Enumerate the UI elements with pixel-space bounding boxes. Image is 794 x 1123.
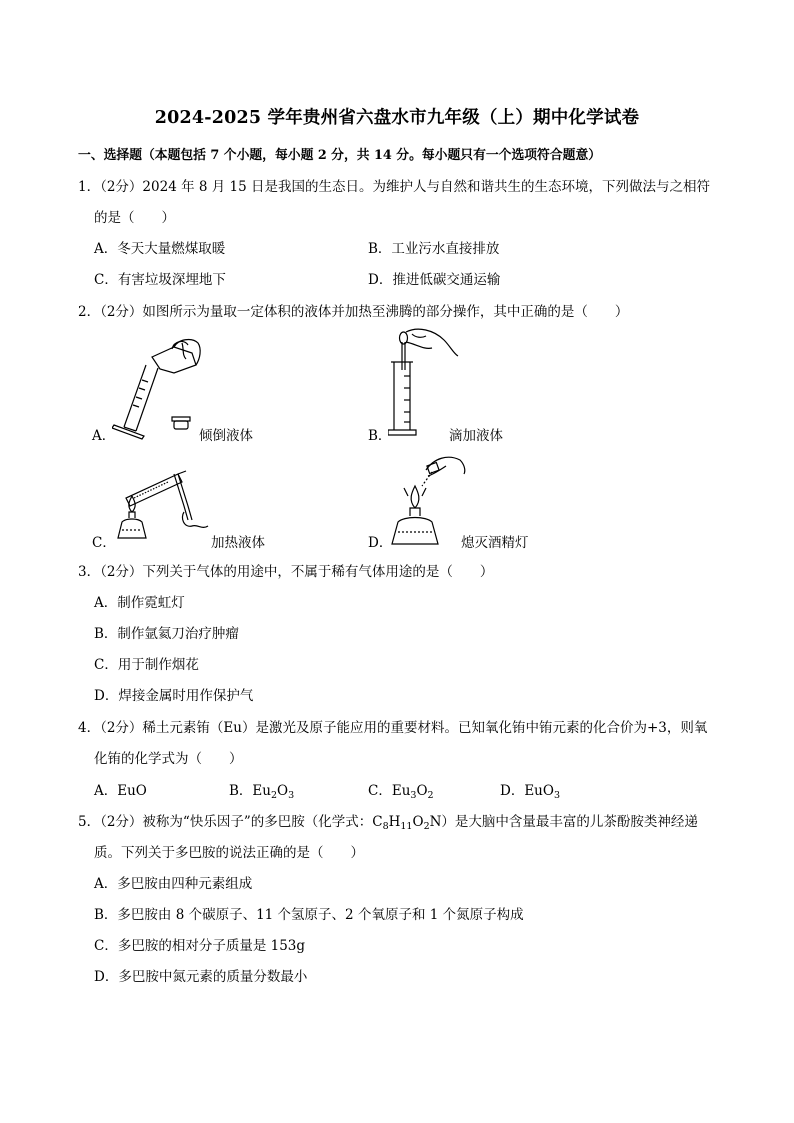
question-2-option-d-letter[interactable]: D． <box>368 535 393 551</box>
question-5-option-d[interactable]: D．多巴胺中氮元素的质量分数最小 <box>94 969 308 985</box>
question-3-option-c[interactable]: C．用于制作烟花 <box>94 657 199 673</box>
question-1-option-d[interactable]: D．推进低碳交通运输 <box>368 272 501 288</box>
question-2-option-c-caption: 加热液体 <box>211 535 265 551</box>
question-4-option-c[interactable]: C．$Eu_3O_2$ <box>368 783 434 801</box>
question-1-option-b[interactable]: B．工业污水直接排放 <box>368 241 500 257</box>
page-title: 2024-2025 学年贵州省六盘水市九年级（上）期中化学试卷 <box>154 108 640 128</box>
question-5-stem: 5．（2分）被称为“快乐因子”的多巴胺（化学式：$C_8H_{11}O_2N$）是大脑中含量最丰富的儿茶酚胺类神经递 <box>78 814 698 832</box>
question-3-option-d[interactable]: D．焊接金属时用作保护气 <box>94 688 254 704</box>
question-2-option-b-letter[interactable]: B． <box>368 428 392 444</box>
question-5-stem-cont: 质。下列关于多巴胺的说法正确的是（ ） <box>94 845 364 861</box>
question-2-option-b-caption: 滴加液体 <box>449 428 503 444</box>
question-5-option-a[interactable]: A．多巴胺由四种元素组成 <box>94 876 253 892</box>
question-5-option-c[interactable]: C．多巴胺的相对分子质量是 153g <box>94 938 306 954</box>
question-4-stem: 4．（2分）稀土元素铕（Eu）是激光及原子能应用的重要材料。已知氧化铕中铕元素的化合价为+3，则氧 <box>78 720 708 736</box>
figure-extinguishing-lamp <box>388 452 468 552</box>
question-1-stem-cont: 的是（ ） <box>94 210 175 226</box>
question-4-stem-cont: 化铕的化学式为（ ） <box>94 751 243 767</box>
question-4-option-d[interactable]: D．EuO$_3$ <box>500 783 560 801</box>
question-1-stem: 1．（2分）2024 年 8 月 15 日是我国的生态日。为维护人与自然和谐共生的生态环境，下列做法与之相符 <box>78 179 711 195</box>
question-4-option-b[interactable]: B．$Eu_2O_3$ <box>229 783 295 801</box>
question-3-stem: 3．（2分）下列关于气体的用途中，不属于稀有气体用途的是（ ） <box>78 564 494 580</box>
figure-heating-liquid <box>112 462 212 552</box>
question-2-option-c-letter[interactable]: C． <box>92 535 116 551</box>
question-2-option-a-caption: 倾倒液体 <box>199 428 253 444</box>
question-2-option-d-caption: 熄灭酒精灯 <box>461 535 529 551</box>
question-1-option-a[interactable]: A．冬天大量燃煤取暖 <box>94 241 226 257</box>
question-5-option-b[interactable]: B．多巴胺由 8 个碳原子、11 个氢原子、2 个氧原子和 1 个氮原子构成 <box>94 907 524 923</box>
question-2-option-a-letter[interactable]: A． <box>92 428 116 444</box>
question-2-stem: 2．（2分）如图所示为量取一定体积的液体并加热至沸腾的部分操作，其中正确的是（ ） <box>78 304 629 320</box>
question-3-option-b[interactable]: B．制作氩氦刀治疗肿瘤 <box>94 626 239 642</box>
question-3-option-a[interactable]: A．制作霓虹灯 <box>94 595 185 611</box>
question-4-option-a[interactable]: A．EuO <box>94 783 147 799</box>
figure-pouring-liquid <box>112 335 212 440</box>
section-heading: 一、选择题（本题包括 7 个小题，每小题 2 分，共 14 分。每小题只有一个选项符合题意） <box>78 148 602 163</box>
figure-dropping-liquid <box>388 326 460 438</box>
question-1-option-c[interactable]: C．有害垃圾深埋地下 <box>94 272 226 288</box>
